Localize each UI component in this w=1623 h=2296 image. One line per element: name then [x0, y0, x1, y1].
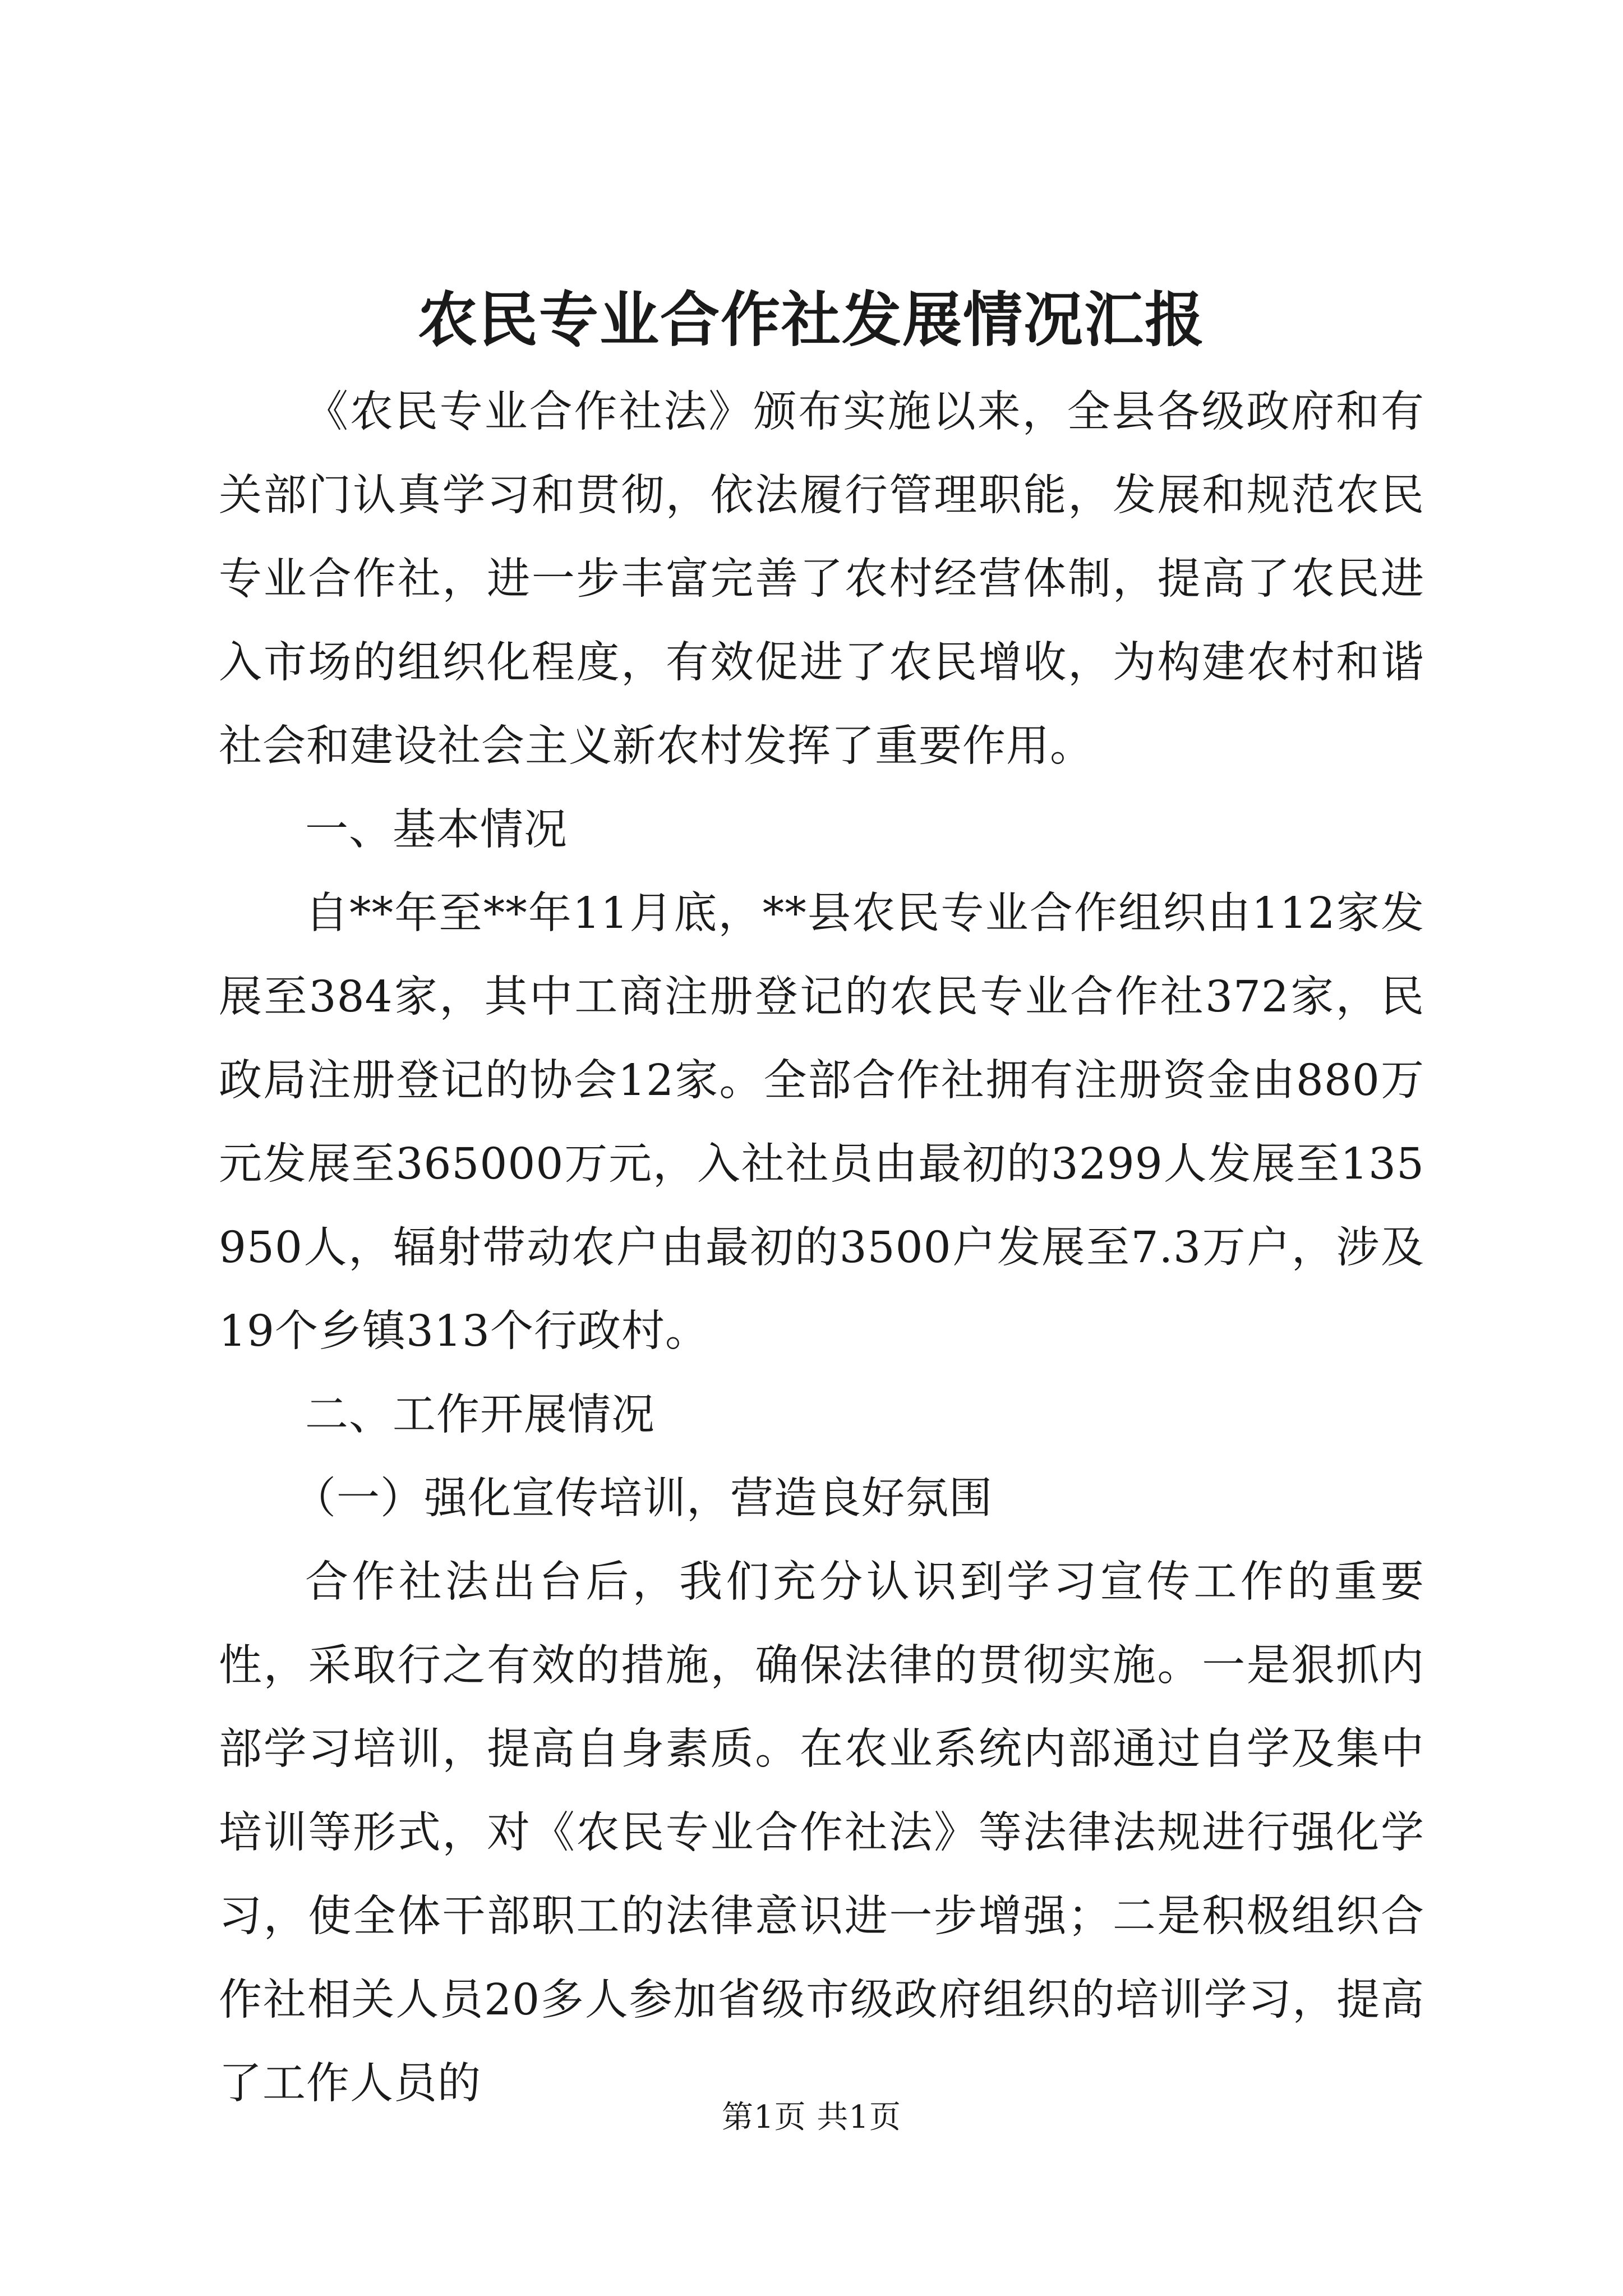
section-heading-basic-situation: 一、基本情况	[305, 805, 568, 855]
document-body	[219, 370, 1424, 2125]
intro-paragraph: 《农民专业合作社法》颁布实施以来，全县各级政府和有关部门认真学习和贯彻，依法履行管理职能，发展和规范农民专业合作社，进一步丰富完善了农村经营体制，提高了农民进入市场的组织化程度，有效促进了农民增收，为构建农村和谐社会和建设社会主义新农村发挥了重要作用。	[219, 387, 1424, 771]
subsection-heading-publicity-training: （一）强化宣传培训，营造良好氛围	[293, 1474, 993, 1524]
publicity-training-paragraph: 合作社法出台后，我们充分认识到学习宣传工作的重要性，采取行之有效的措施，确保法律的贯彻实施。一是狠抓内部学习培训，提高自身素质。在农业系统内部通过自学及集中培训等形式，对《农民专业合作社法》等法律法规进行强化学习，使全体干部职工的法律意识进一步增强；二是积极组织合作社相关人员20多人参加省级市级政府组织的培训学习，提高了工作人员的	[219, 1557, 1424, 2109]
basic-situation-paragraph: 自**年至**年11月底，**县农民专业合作组织由112家发展至384家，其中工商注册登记的农民专业合作社372家，民政局注册登记的协会12家。全部合作社拥有注册资金由880万元发展至365000万元，入社社员由最初的3299人发展至135950人，辐射带动农户由最初的3500户发展至7.3万户，涉及19个乡镇313个行政村。	[219, 889, 1424, 1356]
page-number-footer: 第1页 共1页	[721, 2099, 902, 2136]
section-heading-work-progress: 二、工作开展情况	[305, 1390, 655, 1440]
document-title: 农民专业合作社发展情况汇报	[418, 284, 1205, 355]
